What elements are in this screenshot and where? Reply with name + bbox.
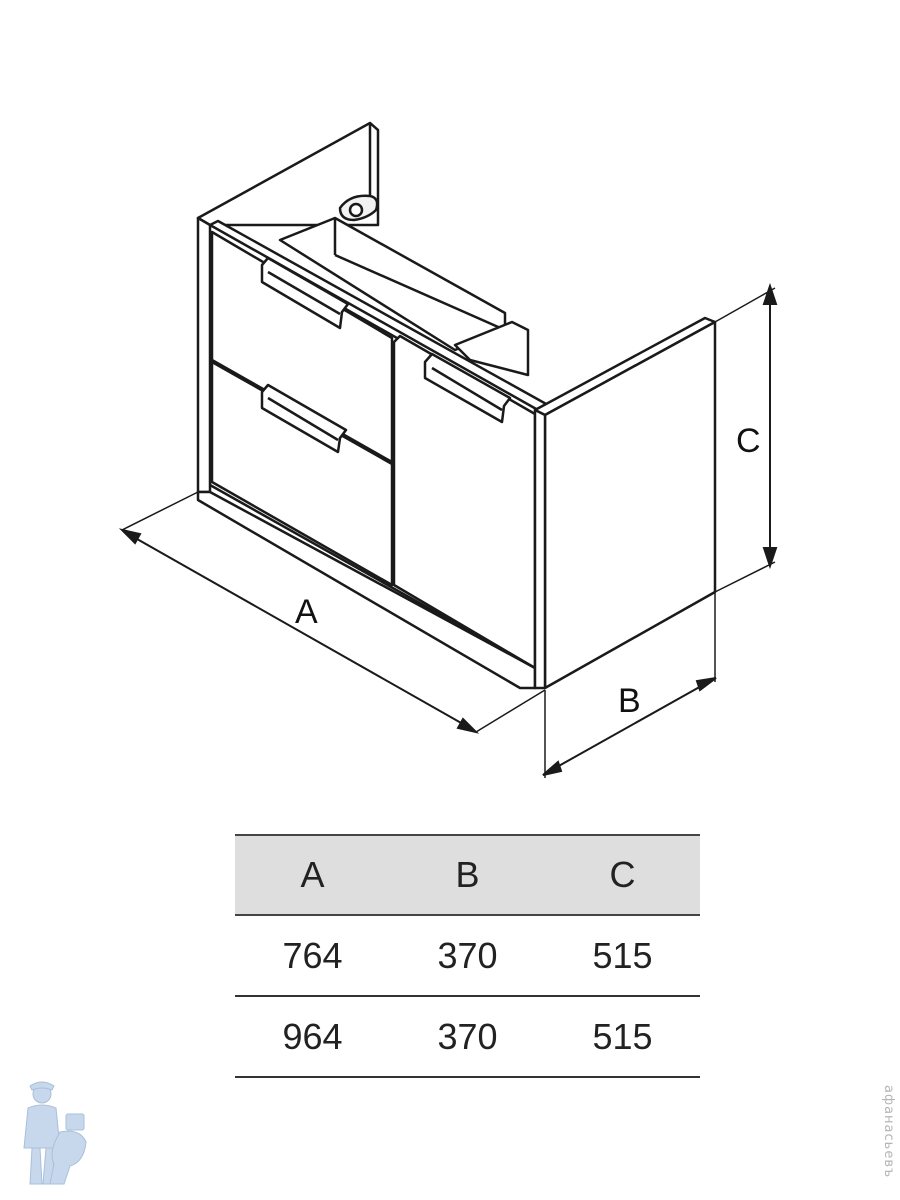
cell-b: 370: [390, 996, 545, 1077]
header-c: C: [545, 835, 700, 915]
right-side-panel: [545, 322, 715, 688]
label-a: A: [295, 593, 318, 631]
table-header-row: [235, 835, 700, 915]
cell-a: 964: [235, 996, 390, 1077]
watermark-text: афанасьевъ: [881, 1085, 896, 1179]
cell-a: 764: [235, 915, 390, 996]
table-row: [235, 996, 700, 1077]
header-a: A: [235, 835, 390, 915]
table-row: [235, 915, 700, 996]
plumber-mascot-icon: [20, 1080, 90, 1195]
label-b: B: [618, 682, 641, 720]
left-side-panel-front: [198, 218, 210, 492]
cell-b: 370: [390, 915, 545, 996]
header-b: B: [390, 835, 545, 915]
label-c: C: [736, 422, 761, 460]
dimensions-table: [235, 834, 700, 1078]
cell-c: 515: [545, 915, 700, 996]
cell-c: 515: [545, 996, 700, 1077]
right-side-panel-edge: [535, 410, 545, 688]
